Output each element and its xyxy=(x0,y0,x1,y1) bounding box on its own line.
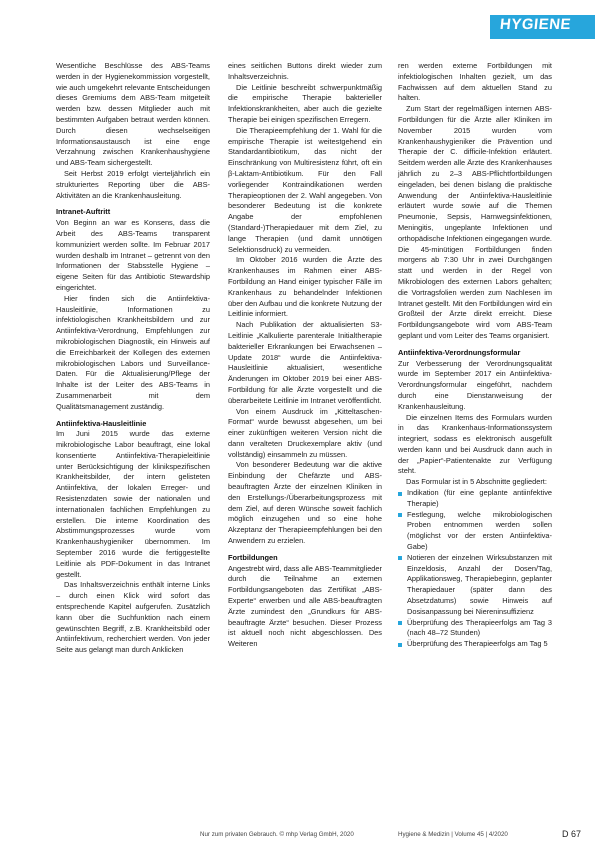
body-paragraph: Die Leitlinie beschreibt schwerpunktmäßig die empirische Therapie bakterieller Infektionskrankheiten, aber auch die gezielte Therapie bei einigen spezifischen Erregern. xyxy=(228,82,382,124)
bullet-list-item xyxy=(398,488,552,510)
section-heading: Intranet-Auftritt xyxy=(56,207,111,217)
section-tab xyxy=(490,15,595,39)
body-paragraph: Die Therapieempfehlung der 1. Wahl für die empirische Therapie ist weitestgehend ein Standardantibiotikum, das nicht der Einschränkung von Multiresistenz führt, oft ein β-Laktam-Antibiotikum. Für den Fall vorliegender Kontraindikationen werden Therapieoptionen der 2. Wahl angegeben. Von besonderer Bedeutung ist die konkrete Angabe der empfohlenen (Standard-)Therapiedauer mit dem Ziel, zu lange Therapien (und damit unnötigen Selektionsdruck) zu vermeiden. xyxy=(228,125,382,254)
section-heading: Antiinfektiva-Hausleitlinie xyxy=(56,418,147,428)
body-paragraph: Zur Verbesserung der Verordnungsqualität wurde im September 2017 ein Antiinfektiva-Verordnungsformular eingeführt, nachdem durch eine Dienstanweisung der Krankenhausleitung. xyxy=(398,358,552,411)
page-footer xyxy=(0,829,595,841)
body-paragraph: eines seitlichen Buttons direkt wieder zum Inhaltsverzeichnis. xyxy=(228,61,382,81)
journal-citation: Hygiene & Medizin | Volume 45 | 4/2020 xyxy=(398,831,508,838)
body-paragraph: ren werden externe Fortbildungen mit infektiologischen Inhalten gezielt, um das Fachwissen auf dem aktuellen Stand zu halten. xyxy=(398,61,552,103)
text-column-1 xyxy=(56,61,210,656)
bullet-item-text: Festlegung, welche mikrobiologischen Proben entnommen werden sollen (möglichst vor der ersten Antiinfektiva-Gabe) xyxy=(407,509,552,552)
square-bullet-icon xyxy=(398,621,402,625)
body-paragraph: Wesentliche Beschlüsse des ABS-Teams werden in der Hygienekommission vorgestellt, wie auch umgekehrt relevante Entscheidungen dieses Gremiums dem ABS-Team mitgeteilt werden bzw. dessen Mitglieder auch mit bestimmten Aufgaben betraut werden können. Durch diesen wechselseitigen Informationsaustausch ist eine enge Verzahnung zwischen Krankenhaushygiene und ABS-Team sichergestellt. xyxy=(56,61,210,168)
body-paragraph: Hier finden sich die Antiinfektiva-Hausleitlinie, Informationen zu infektiologischen Krankheitsbildern und zur Antiinfektiva-Verordnung, Empfehlungen zur mikrobiologischen Diagnostik, ein Hinweis auf die Erreichbarkeit der Kollegen des externen mikrobiologischen Labors und Surveillance-Daten. Für die Aktualisierung/Pflege der Inhalte ist der Leiter des ABS-Teams in Zusammenarbeit mit dem Qualitätsmanagement zuständig. xyxy=(56,293,210,411)
body-paragraph: Die einzelnen Items des Formulars wurden in das Krankenhaus-Informationssystem integriert, sodass es elektronisch ausgefüllt werden kann und bei Ausdruck dann auch in der „Papier“-Patientenakte zur Verfügung steht. xyxy=(398,412,552,476)
section-label: HYGIENE xyxy=(499,16,572,33)
copyright-note: Nur zum privaten Gebrauch. © mhp Verlag GmbH, 2020 xyxy=(200,831,354,838)
bullet-item-text: Indikation (für eine geplante antiinfektive Therapie) xyxy=(407,488,552,508)
bullet-item-text: Überprüfung des Therapieerfolgs am Tag 5 xyxy=(407,639,548,649)
bullet-list-item xyxy=(398,553,552,618)
bullet-list-item xyxy=(398,510,552,553)
body-paragraph: Zum Start der regelmäßigen internen ABS-Fortbildungen für die Ärzte aller Kliniken im November 2015 wurden vom Krankenhaushygieniker die Prävention und Therapie der C. difficile-Infektion erläutert. Seitdem werden alle Ärzte des Krankenhauses jährlich zu 2–3 ABS-Pflichtfortbildungen eingeladen, bei denen bislang die praktische Anwendung der Antiinfektiva-Hausleitlinie erläutert wurde sowie auf die Themen Pneumonie, Sepsis, Harnwegsinfektionen, Meningitis, ungeplante Infektionen und orthopädische Infektionen eingegangen wurde. Die 45-minütigen Fortbildungen finden morgens ab 7:30 Uhr in zwei Durchgängen statt und werden in der Regel von Mikrobiologen des externen Labors gehalten; die Vortragsfolien werden zum Nachlesen im Intranet gestellt. Mit den Fortbildungen wird ein Großteil der Ärzte direkt erreicht. Diese Fortbildungsangebote wird vom ABS-Team geplant und vom Leiter des Teams organisiert. xyxy=(398,104,552,340)
body-paragraph: Das Formular ist in 5 Abschnitte gegliedert: xyxy=(406,477,547,487)
text-column-2 xyxy=(228,61,382,650)
bullet-list xyxy=(398,488,552,650)
bullet-item-text: Notieren der einzelnen Wirksubstanzen mit Einzeldosis, Anzahl der Dosen/Tag, Applikationsweg, Therapiebeginn, geplanter Therapiedauer (später dann des Absetzdatums) sowie Hinweis auf Dosisanpassung bei Niereninsuffizienz xyxy=(407,552,552,616)
body-paragraph: Das Inhaltsverzeichnis enthält interne Links – durch einen Klick wird sofort das entsprechende Kapitel aufgerufen. Zusätzlich kann über die Suchfunktion nach einem gewünschten Begriff, z.B. Krankheitsbild oder Antiinfektivum, recherchiert werden. Von jeder Seite aus gelangt man durch Anklicken xyxy=(56,580,210,655)
bullet-item-text: Überprüfung des Therapieerfolgs am Tag 3 (nach 48–72 Stunden) xyxy=(407,617,552,638)
square-bullet-icon xyxy=(398,513,402,517)
text-column-3 xyxy=(398,61,552,650)
square-bullet-icon xyxy=(398,643,402,647)
body-paragraph: Angestrebt wird, dass alle ABS-Teammitglieder durch die Teilnahme an externen Fortbildungsangeboten das Zertifikat „ABS-Experte“ erwerben und alle ABS-beauftragten Ärzte zumindest den „Grundkurs für ABS-beauftragte Ärzte“ besuchen. Dieser Prozess ist aktuell noch nicht abgeschlossen. Des Weiteren xyxy=(228,563,382,649)
square-bullet-icon xyxy=(398,492,402,496)
body-paragraph: Im Oktober 2016 wurden die Ärzte des Krankenhauses im Rahmen einer ABS-Fortbildung an Hand einiger typischer Fälle im Krankenhaus zu behandelnder Infektionen über den Aufbau und die konkrete Nutzung der Leitlinie informiert. xyxy=(228,255,382,319)
section-heading: Fortbildungen xyxy=(228,552,278,562)
body-paragraph: Im Juni 2015 wurde das externe mikrobiologische Labor beauftragt, eine lokal konsentierte Antiinfektiva-Therapieleitlinie unter Berücksichtigung der klinikspezifischen Krankheitsbilder, der intern gelisteten Antiinfektiva, der lokalen Erreger- und Resistenzdaten sowie der nationalen und internationalen fachlichen Empfehlungen zu erstellen. Die interne Koordination des Abstimmungsprozesses wurde vom Krankenhaushygieniker übernommen. Im September 2016 wurde die fertiggestellte Leitlinie als PDF-Dokument in das Intranet gestellt. xyxy=(56,429,210,579)
body-paragraph: Seit Herbst 2019 erfolgt vierteljährlich ein strukturiertes Reporting über die ABS-Aktivitäten an die Krankenhausleitung. xyxy=(56,168,210,200)
square-bullet-icon xyxy=(398,556,402,560)
body-paragraph: Von einem Ausdruck im „Kitteltaschen-Format“ wurde bewusst abgesehen, um bei einer zukünftigen weiteren Version nicht die dann veralteten Druckexemplare aktiv (und vollständig) einsammeln zu müssen. xyxy=(228,406,382,459)
body-paragraph: Nach Publikation der aktualisierten S3-Leitlinie „Kalkulierte parenterale Initialtherapie bakterieller Erkrankungen bei Erwachsenen – Update 2018“ wurde die Antiinfektiva-Hausleitlinie aktualisiert, wesentliche Änderungen im Oktober 2019 bei einer ABS-Fortbildung für alle Ärzte vorgestellt und die überarbeitete Leitlinie im Intranet veröffentlicht. xyxy=(228,320,382,405)
bullet-list-item xyxy=(398,639,552,650)
bullet-list-item xyxy=(398,618,552,640)
page-number: D 67 xyxy=(562,829,582,839)
section-heading: Antiinfektiva-Verordnungsformular xyxy=(398,347,521,357)
body-paragraph: Von Beginn an war es Konsens, dass die Arbeit des ABS-Teams transparent kommuniziert werden sollte. Im Februar 2017 wurden deshalb im Intranet – getrennt von den Informationen der Stabsstelle Hygiene – eigene Seiten für das Antibiotic Stewardship eingerichtet. xyxy=(56,218,210,292)
body-paragraph: Von besonderer Bedeutung war die aktive Einbindung der Chefärzte und ABS-beauftragten Ärzte der einzelnen Kliniken in den Erstellungs-/Überarbeitungsprozess mit dem Ziel, auf deren Wünsche soweit fachlich möglich einzugehen und so eine hohe Akzeptanz der Therapieempfehlungen bei den Anwendern zu erzielen. xyxy=(228,460,382,546)
